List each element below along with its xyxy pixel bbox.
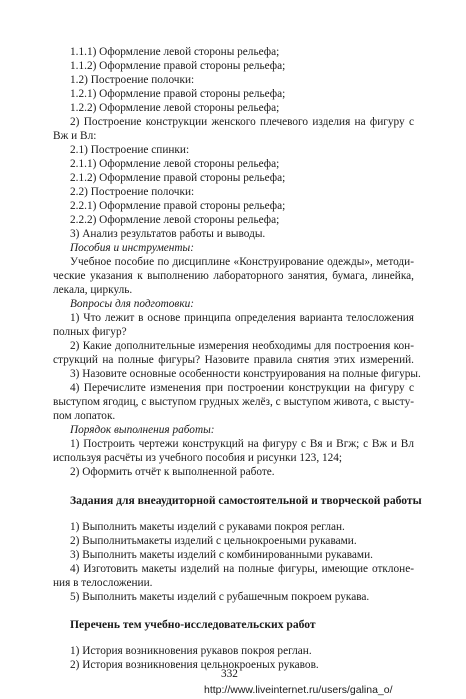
text-line: 1.1.2) Оформление правой стороны рельефа; — [70, 60, 286, 72]
text-line: 2.1.1) Оформление левой стороны рельефа; — [70, 158, 280, 170]
text-line: 2) Какие дополнительные измерения необходимы для построения кон- — [70, 340, 414, 352]
page-number: 332 — [221, 668, 238, 680]
section-label: Вопросы для подготовки: — [70, 298, 195, 310]
text-line: ческие указания к выполнению лабораторного занятия, бумага, линейка, — [53, 270, 414, 282]
text-line: 2) История возникновения цельнокроеных рукавов. — [70, 659, 319, 671]
section-label: Порядок выполнения работы: — [70, 424, 215, 436]
text-line: 1) Что лежит в основе принципа определения варианта телосложения — [70, 312, 414, 324]
section-label: Пособия и инструменты: — [70, 242, 194, 254]
text-line: ния в телосложении. — [53, 577, 153, 589]
text-line: выступом ягодиц, с выступом грудных желёз, с выступом живота, с высту- — [53, 396, 414, 408]
text-line: 2.1.2) Оформление правой стороны рельефа; — [70, 172, 286, 184]
text-line: 3) Назовите основные особенности конструирования на полные фигуры. — [70, 368, 421, 380]
text-line: 1.2.2) Оформление левой стороны рельефа; — [70, 102, 280, 114]
text-line: 3) Выполнить макеты изделий с комбинированными рукавами. — [70, 549, 373, 561]
text-line: используя расчёты из учебного пособия и рисунки 123, 124; — [53, 452, 343, 464]
text-line: 1) История возникновения рукавов покроя реглан. — [70, 645, 312, 657]
text-line: 4) Изготовить макеты изделий на полные фигуры, имеющие отклоне- — [70, 563, 414, 575]
text-line: 5) Выполнить макеты изделий с рубашечным покроем рукава. — [70, 591, 370, 603]
text-line: пом лопаток. — [53, 410, 116, 422]
text-line: 2.1) Построение спинки: — [70, 144, 190, 156]
text-line: лекала, циркуль. — [53, 284, 133, 296]
text-line: 2.2.1) Оформление правой стороны рельефа; — [70, 200, 286, 212]
section-heading: Задания для внеаудиторной самостоятельной и творческой работы — [70, 494, 422, 507]
text-line: 2) Выполнитьмакеты изделий с цельнокроеными рукавами. — [70, 535, 357, 547]
text-line: 2) Оформить отчёт к выполненной работе. — [70, 466, 275, 478]
text-line: 4) Перечислите изменения при построении конструкции на фигуру с — [70, 382, 414, 394]
text-line: Учебное пособие по дисциплине «Конструирование одежды», методи- — [70, 256, 414, 268]
text-line: Вж и Вл: — [53, 130, 97, 142]
text-line: полных фигур? — [53, 326, 127, 338]
text-line: 1) Построить чертежи конструкций на фигуру с Вя и Вгж; с Вж и Вл — [70, 438, 414, 450]
text-line: 2.2) Построение полочки: — [70, 186, 195, 198]
watermark-url: http://www.liveinternet.ru/users/galina_o/ — [204, 684, 393, 696]
section-heading: Перечень тем учебно-исследовательских работ — [70, 618, 316, 631]
text-line: 1.2.1) Оформление правой стороны рельефа; — [70, 88, 286, 100]
text-line: 2) Построение конструкции женского плечевого изделия на фигуру с — [70, 116, 414, 128]
text-line: 2.2.2) Оформление левой стороны рельефа; — [70, 214, 280, 226]
text-line: струкций на полные фигуры? Назовите правила снятия этих измерений. — [53, 354, 414, 366]
text-line: 3) Анализ результатов работы и выводы. — [70, 228, 266, 240]
text-line: 1) Выполнить макеты изделий с рукавами покроя реглан. — [70, 521, 345, 533]
text-line: 1.2) Построение полочки: — [70, 74, 195, 86]
text-line: 1.1.1) Оформление левой стороны рельефа; — [70, 46, 280, 58]
